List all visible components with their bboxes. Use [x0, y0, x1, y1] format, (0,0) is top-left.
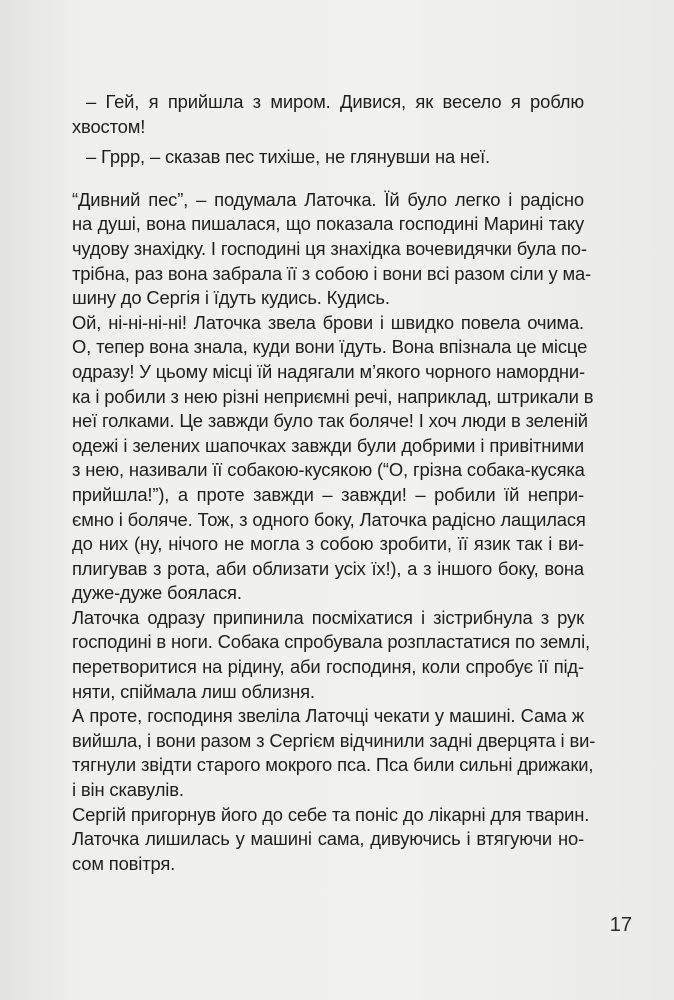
text-line: А проте, господиня звеліла Латочці чекати у машині. Сама ж — [72, 705, 584, 727]
text-line: Сергій пригорнув його до себе та поніс до лікарні для тварин. — [72, 803, 590, 825]
text-line: сом повітря. — [72, 852, 176, 874]
paragraph-strange-dog — [72, 188, 592, 311]
paragraph-dialogue-2 — [72, 145, 584, 170]
paragraph-dialogue-1 — [72, 90, 584, 139]
paragraph-old-dog — [72, 704, 596, 802]
page-number: 17 — [609, 914, 632, 936]
text-line: перетворитися на рідину, аби господиня, коли спробує її під- — [72, 656, 584, 678]
text-line: до них (ну, нічого не могла з собою зробити, її язик так і ви- — [72, 533, 584, 555]
text-line: хвостом! — [72, 115, 146, 137]
text-line: “Дивний пес”, – подумала Латочка. Їй було легко і радісно — [72, 188, 584, 210]
text-line: – Гей, я прийшла з миром. Дивися, як весело я роблю — [86, 91, 584, 112]
text-line: вийшла, і вони разом з Сергієм відчинили задні дверцята і ви- — [72, 729, 596, 751]
text-line: няти, спіймала лиш облизня. — [72, 680, 315, 702]
text-line: з нею, називали її собакою-кусякою (“О, грізна собака-кусяка — [72, 459, 585, 481]
text-line: Латочка одразу припинила посміхатися і зістрибнула з рук — [72, 606, 584, 628]
paragraph-jump-down — [72, 606, 591, 704]
paragraph-clinic — [72, 311, 594, 606]
text-line: і він скавулів. — [72, 779, 184, 801]
text-line: плигував з рота, аби облизати усіх їх!), а з іншого боку, вона — [72, 557, 584, 579]
text-line: трібна, раз вона забрала її з собою і вони всі разом сіли у ма- — [72, 262, 592, 284]
text-line: на душі, вона пишалася, що показала господині Марині таку — [72, 213, 584, 235]
text-line: – Гррр, – сказав пес тихіше, не глянувши на неї. — [86, 146, 491, 168]
text-line: одразу! У цьому місці їй надягали м’якого чорного намордни- — [72, 360, 585, 382]
text-line: прийшла!”), а проте завжди – завжди! – робили їй непри- — [72, 483, 584, 505]
paragraph-hospital — [72, 803, 590, 877]
text-line: господині в ноги. Собака спробувала розпластатися по землі, — [72, 631, 591, 653]
text-line: чудову знахідку. І господині ця знахідка вочевидячки була по- — [72, 237, 587, 259]
text-line: О, тепер вона знала, куди вони їдуть. Вона впізнала це місце — [72, 336, 588, 358]
book-page-text — [72, 90, 596, 876]
text-line: ємно і боляче. Тож, з одного боку, Латочка радісно лащилася — [72, 508, 586, 530]
text-line: тягнули звідти старого мокрого пса. Пса били сильні дрижаки, — [72, 754, 594, 776]
text-line: ка і робили з нею різні неприємні речі, наприклад, штрикали в — [72, 385, 594, 407]
text-line: неї голками. Це завжди було так боляче! І хоч люди в зеленій — [72, 410, 588, 432]
text-line: шину до Сергія і їдуть кудись. Кудись. — [72, 287, 390, 309]
text-line: дуже-дуже боялася. — [72, 582, 242, 604]
text-line: одежі і зелених шапочках завжди були добрими і привітними — [72, 434, 584, 456]
text-line: Латочка лишилась у машині сама, дивуючись і втягуючи но- — [72, 828, 584, 850]
text-line: Ой, ні-ні-ні-ні! Латочка звела брови і швидко повела очима. — [72, 311, 584, 333]
